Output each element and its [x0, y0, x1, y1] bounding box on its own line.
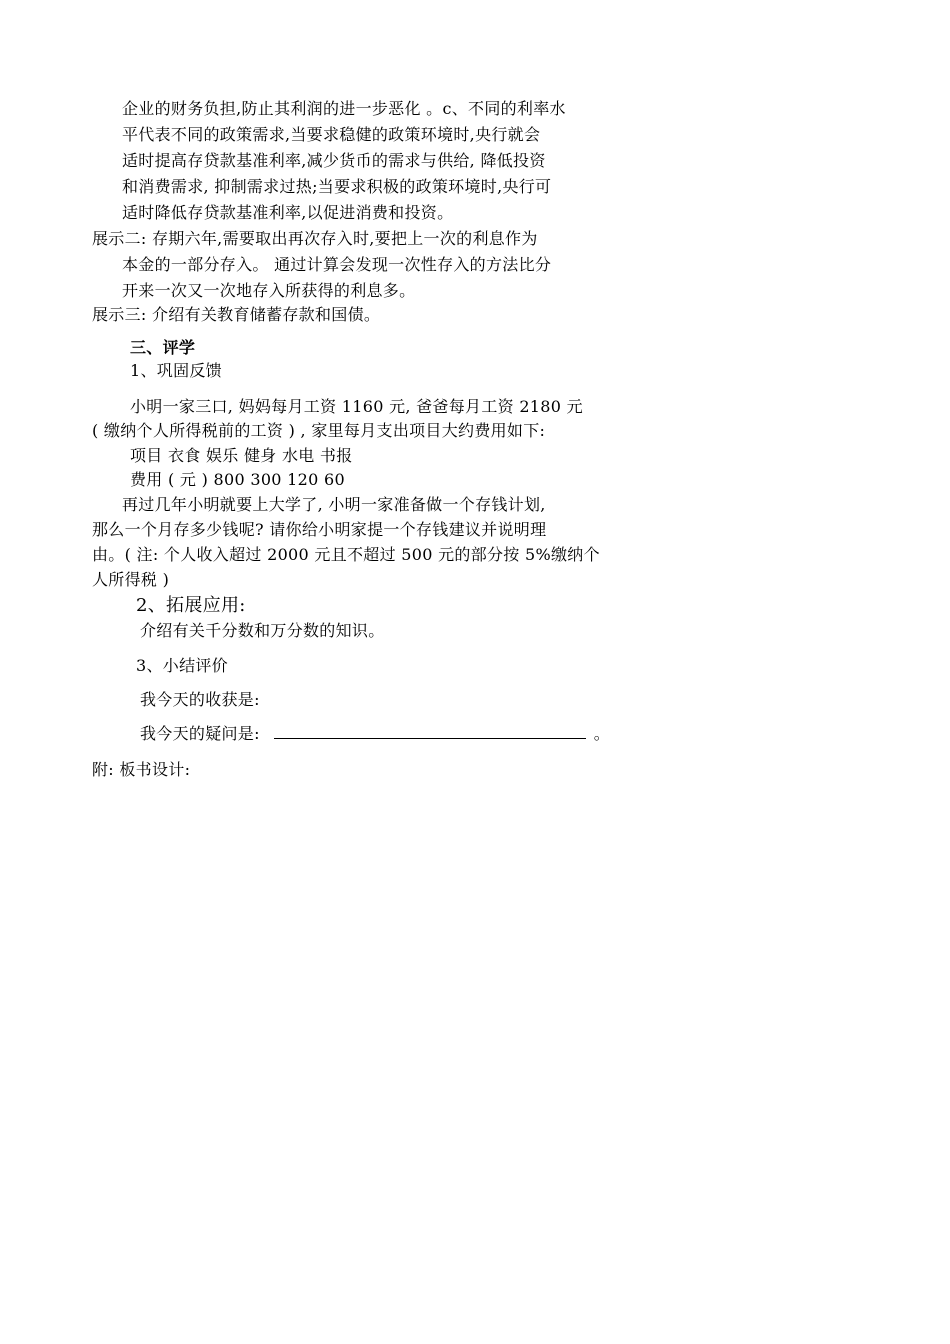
item1-title: 1、巩固反馈 — [130, 361, 222, 380]
doubt-label: 我今天的疑问是: — [140, 724, 260, 743]
paragraph-line: 适时降低存贷款基准利率,以促进消费和投资。 — [122, 203, 454, 222]
paragraph-line: 适时提高存贷款基准利率,减少货币的需求与供给, 降低投资 — [122, 151, 546, 170]
paragraph-line: 企业的财务负担,防止其利润的进一步恶化 。c、不同的利率水 — [122, 99, 566, 118]
question-line: 人所得税 ) — [92, 570, 170, 589]
show2-line: 展示二: 存期六年,需要取出再次存入时,要把上一次的利息作为 — [92, 229, 538, 248]
gain-label: 我今天的收获是: — [140, 690, 260, 709]
section-title: 三、评学 — [130, 338, 196, 357]
doubt-row — [140, 724, 610, 744]
appendix-label: 附: 板书设计: — [92, 760, 191, 779]
question-line: 由。( 注: 个人收入超过 2000 元且不超过 500 元的部分按 5%缴纳个 — [92, 545, 600, 564]
show2-line: 本金的一部分存入。 通过计算会发现一次性存入的方法比分 — [122, 255, 552, 274]
table-row-items: 项目 衣食 娱乐 健身 水电 书报 — [130, 446, 353, 465]
question-line: 那么一个月存多少钱呢? 请你给小明家提一个存钱建议并说明理 — [92, 520, 547, 539]
show2-line: 开来一次又一次地存入所获得的利息多。 — [122, 281, 416, 300]
item2-text: 介绍有关千分数和万分数的知识。 — [140, 621, 385, 640]
show3-line: 展示三: 介绍有关教育储蓄存款和国债。 — [92, 305, 381, 324]
problem-line: ( 缴纳个人所得税前的工资 ) , 家里每月支出项目大约费用如下: — [92, 421, 546, 440]
table-row-costs: 费用 ( 元 ) 800 300 120 60 — [130, 470, 345, 489]
paragraph-line: 和消费需求, 抑制需求过热;当要求积极的政策环境时,央行可 — [122, 177, 552, 196]
doubt-end: 。 — [593, 724, 611, 743]
problem-line: 小明一家三口, 妈妈每月工资 1160 元, 爸爸每月工资 2180 元 — [130, 397, 583, 416]
paragraph-line: 平代表不同的政策需求,当要求稳健的政策环境时,央行就会 — [122, 125, 541, 144]
question-line: 再过几年小明就要上大学了, 小明一家准备做一个存钱计划, — [122, 495, 546, 514]
item2-title: 2、拓展应用: — [136, 595, 246, 616]
doubt-blank-line[interactable] — [274, 724, 586, 739]
item3-title: 3、小结评价 — [136, 656, 228, 675]
